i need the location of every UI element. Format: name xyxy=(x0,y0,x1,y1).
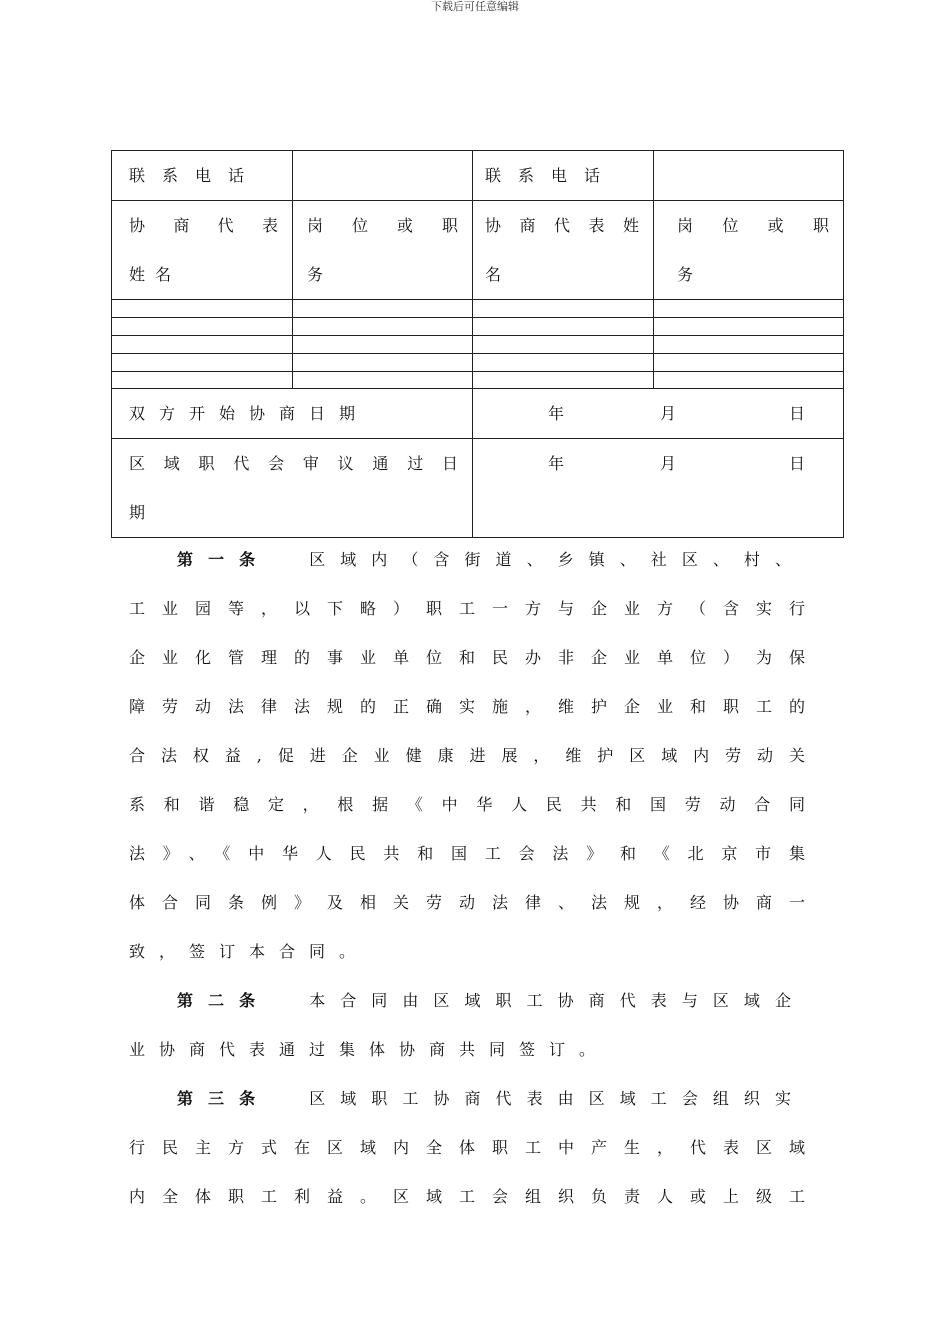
position-header-line1: 岗位或职 xyxy=(307,216,458,235)
article-1-title: 第一条 xyxy=(177,550,271,569)
table-row xyxy=(112,336,844,354)
article-3-text-line-1: 区域职工协商代表由区域工会组织实 xyxy=(308,1089,805,1108)
negotiation-info-table xyxy=(111,150,844,538)
article-3-line-2: 行民主方式在区域内全体职工中产生，代表区域 xyxy=(129,1138,805,1157)
rep-name-header-cell-2 xyxy=(473,201,654,300)
article-1-line-9: 致，签订本合同。 xyxy=(129,942,370,961)
negotiation-start-date-label: 双方开始协商日期 xyxy=(129,404,370,423)
position-header-2-line2: 务 xyxy=(677,265,704,284)
congress-approval-date-row xyxy=(112,439,844,538)
contact-phone-label-cell xyxy=(112,151,293,201)
article-1-line-5: 合法权益,促进企业健康进展，维护区域内劳动关 xyxy=(129,746,805,765)
page-header-note: 下载后可任意编辑 xyxy=(431,0,519,13)
rep-name-header-line1: 协商代表 xyxy=(129,216,278,235)
article-1-line-4: 障劳动法律法规的正确实施，维护企业和职工的 xyxy=(129,697,805,716)
contact-phone-label: 联系电话 xyxy=(129,166,262,185)
month-label: 月 xyxy=(660,454,677,473)
congress-approval-date-value-cell xyxy=(473,439,844,538)
article-3-line-1 xyxy=(129,1074,805,1123)
article-3-line-3: 内全体职工利益。区域工会组织负责人或上级工 xyxy=(129,1187,805,1206)
article-1-line-7: 法》、《中华人民共和国工会法》和《北京市集 xyxy=(129,844,805,863)
rep-name-header-line2: 姓名 xyxy=(129,265,182,284)
article-1-text-line-1: 区域内（含街道、乡镇、社区、村、 xyxy=(308,550,805,569)
article-1-line-8: 体合同条例》及相关劳动法律、法规，经协商一 xyxy=(129,893,805,912)
article-1 xyxy=(129,535,805,976)
table-row xyxy=(112,318,844,336)
article-3 xyxy=(129,1074,805,1221)
negotiation-start-date-value-cell xyxy=(473,389,844,439)
contact-phone-row xyxy=(112,151,844,201)
day-label: 日 xyxy=(789,454,806,473)
article-1-line-3: 企业化管理的事业单位和民办非企业单位）为保 xyxy=(129,648,805,667)
representative-header-row xyxy=(112,201,844,300)
article-1-line-1 xyxy=(129,535,805,584)
article-2-line-1 xyxy=(129,976,805,1025)
table-row xyxy=(112,354,844,372)
congress-approval-date-label-line1: 区域职代会审议通过日 xyxy=(129,454,458,473)
month-label: 月 xyxy=(660,404,677,423)
position-header-line2: 务 xyxy=(307,265,334,284)
article-2 xyxy=(129,976,805,1074)
rep-name-header-2-line2: 名 xyxy=(485,265,512,284)
rep-name-header-cell xyxy=(112,201,293,300)
negotiation-start-date-label-cell xyxy=(112,389,473,439)
contact-phone-value-cell-2 xyxy=(654,151,844,201)
congress-approval-date-label-line2: 期 xyxy=(129,503,156,522)
year-label: 年 xyxy=(548,404,565,423)
article-2-title: 第二条 xyxy=(177,991,271,1010)
table-row xyxy=(112,300,844,318)
contact-phone-value-cell xyxy=(293,151,473,201)
contract-body xyxy=(129,535,805,1221)
contact-phone-label-cell-2 xyxy=(473,151,654,201)
position-header-2-line1: 岗位或职 xyxy=(677,216,829,235)
article-1-line-2: 工业园等，以下略）职工一方与企业方（含实行 xyxy=(129,599,805,618)
position-header-cell-2 xyxy=(654,201,844,300)
contact-phone-label-2: 联系电话 xyxy=(485,166,618,185)
article-3-title: 第三条 xyxy=(177,1089,271,1108)
position-header-cell xyxy=(293,201,473,300)
table-row xyxy=(112,372,844,389)
day-label: 日 xyxy=(789,404,806,423)
rep-name-header-2-line1: 协商代表姓 xyxy=(485,216,639,235)
article-2-line-2: 业协商代表通过集体协商共同签订。 xyxy=(129,1040,610,1059)
negotiation-start-date-row xyxy=(112,389,844,439)
year-label: 年 xyxy=(548,454,565,473)
article-1-line-6: 系和谐稳定，根据《中华人民共和国劳动合同 xyxy=(129,795,805,814)
article-2-text-line-1: 本合同由区域职工协商代表与区域企 xyxy=(308,991,805,1010)
congress-approval-date-label-cell xyxy=(112,439,473,538)
